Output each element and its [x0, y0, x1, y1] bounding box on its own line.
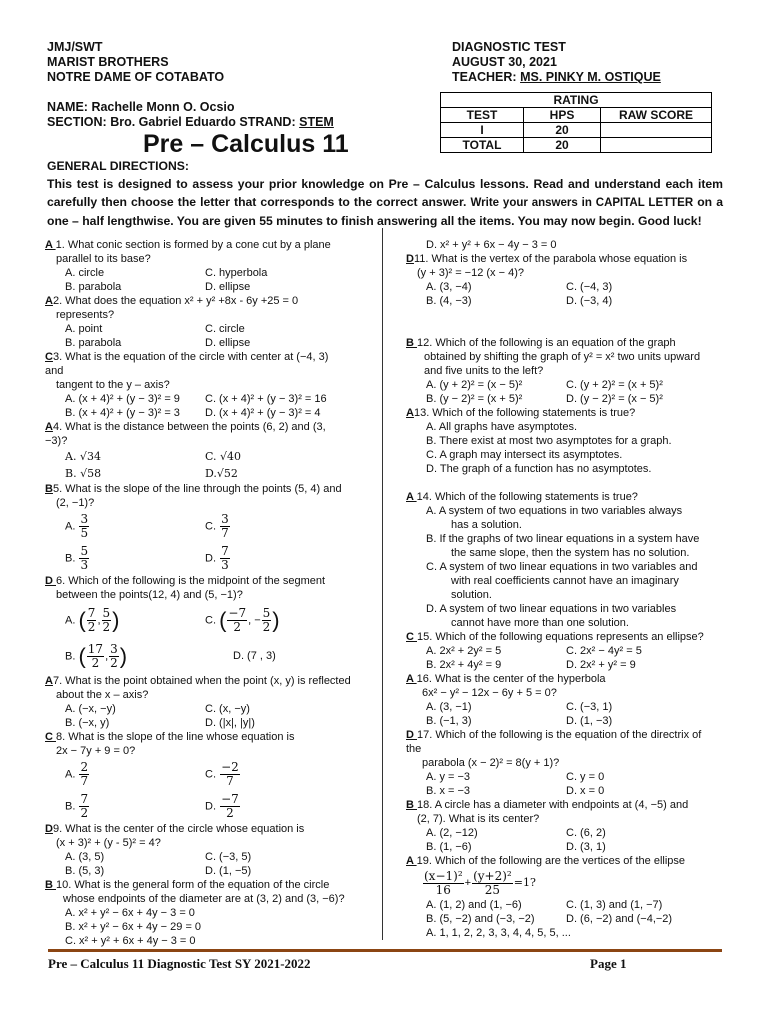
- option-c: C. y = 0: [566, 771, 605, 783]
- section-line: SECTION: Bro. Gabriel Eduardo STRAND: STEM: [47, 115, 334, 129]
- option-d: D.√52: [205, 466, 238, 480]
- option-d: D. $\frac{7}{3}$: [205, 543, 229, 572]
- option-d: D. 2x² + y² = 9: [566, 659, 636, 671]
- option-b: B. (x + 4)² + (y − 3)² = 3: [65, 407, 180, 419]
- option-a: A. ( $\frac{7}{2}$ , $\frac{5}{2}$ ): [65, 605, 120, 634]
- question-stem: 10. What is the general form of the equation of the circle: [56, 879, 330, 891]
- answer-mark: D: [406, 253, 414, 265]
- header-line: MARIST BROTHERS: [47, 55, 169, 69]
- option-a: A. x² + y² − 6x + 4y − 3 = 0: [65, 907, 195, 919]
- question-13: [406, 406, 726, 476]
- question-stem-cont: whose endpoints of the diameter are at (3, 2) and (3, −6)?: [63, 893, 345, 905]
- rating-header: HPS: [524, 108, 601, 123]
- question-stem-cont: parallel to its base?: [56, 253, 151, 265]
- answer-mark: C: [45, 731, 56, 743]
- teacher-line: TEACHER: MS. PINKY M. OSTIQUE: [452, 70, 661, 84]
- question-9: [45, 822, 380, 878]
- question-15: [406, 630, 726, 672]
- question-stem: 5. What is the slope of the line through the points (5, 4) and: [52, 483, 342, 495]
- option-a: A. (−x, −y): [65, 703, 116, 715]
- student-info: [47, 100, 334, 130]
- question-stem-cont: between the points(12, 4) and (5, −1)?: [56, 589, 243, 601]
- option-b: B. √58: [65, 466, 102, 480]
- option-b: B. $\frac{7}{2}$: [65, 791, 89, 820]
- question-14: [406, 490, 726, 630]
- option-c: C. (1, 3) and (1, −7): [566, 899, 663, 911]
- option-d: D. (1, −3): [566, 715, 613, 727]
- header-line: NOTRE DAME OF COTABATO: [47, 70, 225, 84]
- option-a: A. (y + 2)² = (x − 5)²: [426, 379, 523, 391]
- question-11: [406, 252, 726, 308]
- option-d: D. (−3, 4): [566, 295, 613, 307]
- option-c: C. circle: [205, 323, 245, 335]
- question-stem: 6. Which of the following is the midpoint of the segment: [56, 575, 326, 587]
- option-d: D. (y − 2)² = (x − 5)²: [566, 393, 663, 405]
- directions: [47, 157, 723, 230]
- question-4: [45, 420, 380, 482]
- answer-mark: D: [406, 729, 417, 741]
- rating-cell: TOTAL: [441, 138, 524, 153]
- question-7: [45, 674, 380, 730]
- option-d: D. (x + 4)² + (y − 3)² = 4: [205, 407, 321, 419]
- option-a: A. 2x² + 2y² = 5: [426, 645, 502, 657]
- ellipse-equation: $\frac{\text{(x−1)²}}{16}$ + $\frac{\text{(y+2)²}}{25}$ =1?: [424, 868, 536, 897]
- strand-value: STEM: [299, 115, 334, 129]
- answer-mark: A: [45, 239, 56, 251]
- option-a: A. A system of two equations in two variables always: [426, 505, 683, 517]
- question-12: [406, 336, 726, 406]
- footer-title: Pre – Calculus 11 Diagnostic Test SY 2021-2022: [48, 956, 311, 971]
- question-stem: 13. Which of the following statements is true?: [413, 407, 636, 419]
- option-c: C. ( $\frac{-7}{2}$ , − $\frac{5}{2}$ ): [205, 605, 280, 634]
- option-a: A. $\frac{3}{5}$: [65, 511, 89, 540]
- option-c: C. (−4, 3): [566, 281, 613, 293]
- question-stem: 3. What is the equation of the circle with center at (−4, 3): [52, 351, 329, 363]
- question-stem-cont: (x + 3)² + (y - 5)² = 4?: [56, 837, 161, 849]
- option-c: C. 2x² − 4y² = 5: [566, 645, 642, 657]
- page-number: Page 1: [590, 956, 627, 971]
- directions-text: This test is designed to assess your prior knowledge on Pre – Calculus lessons. Read and understand each item carefully then choose the letter that corresponds to the correct answer. Write your answers in CAPITAL LETTER on a one – half lengthwise. You are given 55 minutes to finish answering all the items. You may now begin. Good luck!: [47, 177, 723, 228]
- option-b: B. If the graphs of two linear equations in a system have: [426, 533, 700, 545]
- answer-mark: A: [406, 491, 417, 503]
- teacher-name: MS. PINKY M. OSTIQUE: [520, 70, 661, 84]
- question-stem-cont: tangent to the y – axis?: [56, 379, 170, 391]
- option-d: D. A system of two linear equations in two variables: [426, 603, 677, 615]
- option-d: D. (7 , 3): [233, 650, 276, 662]
- option-a: A. point: [65, 323, 103, 335]
- name-line: NAME: Rachelle Monn O. Ocsio: [47, 100, 235, 114]
- question-17: [406, 728, 726, 798]
- question-stem: 19. Which of the following are the vertices of the ellipse: [416, 855, 686, 867]
- option-d: D. $\frac{-7}{2}$: [205, 791, 239, 820]
- question-stem-cont: (2, −1)?: [56, 497, 95, 509]
- question-stem: 17. Which of the following is the equation of the directrix of: [417, 729, 702, 741]
- question-stem: 15. Which of the following equations represents an ellipse?: [417, 631, 704, 643]
- answer-mark: A: [45, 295, 53, 307]
- question-stem: 2. What does the equation x² + y² +8x - 6y +25 = 0: [52, 295, 299, 307]
- school-header: [47, 40, 224, 85]
- test-header: [452, 40, 661, 85]
- option-a: A. (3, −4): [426, 281, 472, 293]
- option-a: A. (3, −1): [426, 701, 472, 713]
- option-a-cont: has a solution.: [451, 519, 522, 531]
- option-c-cont: solution.: [451, 589, 492, 601]
- rating-cell: I: [441, 123, 524, 138]
- rating-cell: [601, 123, 712, 138]
- answer-mark: B: [406, 799, 417, 811]
- option-b: B. (−x, y): [65, 717, 110, 729]
- option-c: C. (x + 4)² + (y − 3)² = 16: [205, 393, 327, 405]
- option-b-cont: the same slope, then the system has no solution.: [451, 547, 690, 559]
- answer-mark: B: [406, 337, 417, 349]
- option-a: A. circle: [65, 267, 105, 279]
- question-5: [45, 482, 380, 574]
- question-stem: 18. A circle has a diameter with endpoints at (4, −5) and: [417, 799, 689, 811]
- option-b: B. ( $\frac{17}{2}$ , $\frac{3}{2}$ ): [65, 641, 128, 670]
- question-stem-cont: (y + 3)² = −12 (x − 4)?: [417, 267, 524, 279]
- question-18: [406, 798, 726, 854]
- header-line: AUGUST 30, 2021: [452, 55, 557, 69]
- question-19: [406, 854, 726, 926]
- option-a: A. 1, 1, 2, 2, 3, 3, 4, 4, 5, 5, ...: [426, 927, 571, 939]
- question-stem-cont: the: [406, 743, 422, 755]
- right-column: [406, 238, 726, 940]
- question-10: [45, 878, 380, 948]
- answer-mark: B: [45, 879, 56, 891]
- option-b: B. parabola: [65, 281, 122, 293]
- option-a: A. $\frac{2}{7}$: [65, 759, 89, 788]
- option-b: B. parabola: [65, 337, 122, 349]
- left-column: [45, 238, 380, 948]
- question-3: [45, 350, 380, 420]
- question-stem-cont: and five units to the left?: [424, 365, 544, 377]
- option-b: B. (y − 2)² = (x + 5)²: [426, 393, 523, 405]
- option-b: B. There exist at most two asymptotes for a graph.: [426, 435, 672, 447]
- option-c: C. (y + 2)² = (x + 5)²: [566, 379, 663, 391]
- header-line: JMJ/SWT: [47, 40, 103, 54]
- rating-header: TEST: [441, 108, 524, 123]
- answer-mark: C: [45, 351, 53, 363]
- option-c: C. A system of two linear equations in two variables and: [426, 561, 698, 573]
- column-divider: [382, 228, 383, 940]
- rating-cell: 20: [524, 138, 601, 153]
- header-line: DIAGNOSTIC TEST: [452, 40, 566, 54]
- option-c: C. (−3, 1): [566, 701, 613, 713]
- option-c: C. x² + y² + 6x + 4y − 3 = 0: [65, 935, 196, 947]
- option-d: D. x² + y² + 6x − 4y − 3 = 0: [426, 239, 557, 251]
- option-c: C. (6, 2): [566, 827, 606, 839]
- option-a: A. y = −3: [426, 771, 471, 783]
- option-b: B. (5, −2) and (−3, −2): [426, 913, 535, 925]
- question-stem-cont: represents?: [56, 309, 115, 321]
- page-title: Pre – Calculus 11: [143, 130, 349, 158]
- answer-mark: A: [406, 673, 417, 685]
- rating-title: RATING: [441, 93, 712, 108]
- option-c: C. hyperbola: [205, 267, 268, 279]
- question-stem-cont: and: [45, 365, 64, 377]
- option-d: D. (3, 1): [566, 841, 606, 853]
- option-a: A. √34: [65, 449, 101, 463]
- option-a: A. (2, −12): [426, 827, 478, 839]
- option-a: A. (1, 2) and (1, −6): [426, 899, 522, 911]
- question-stem: 8. What is the slope of the line whose equation is: [56, 731, 295, 743]
- option-d: D. (1, −5): [205, 865, 252, 877]
- option-d: D. The graph of a function has no asymptotes.: [426, 463, 652, 475]
- option-b: B. x² + y² − 6x + 4y − 29 = 0: [65, 921, 202, 933]
- answer-mark: A: [406, 407, 414, 419]
- answer-mark: D: [45, 823, 53, 835]
- option-d: D. ellipse: [205, 281, 251, 293]
- option-b: B. (−1, 3): [426, 715, 472, 727]
- option-c: C. A graph may intersect its asymptotes.: [426, 449, 623, 461]
- option-b: B. (5, 3): [65, 865, 105, 877]
- answer-mark: A: [45, 675, 53, 687]
- option-b: B. (1, −6): [426, 841, 472, 853]
- answer-mark: A: [45, 421, 53, 433]
- question-stem: 16. What is the center of the hyperbola: [416, 673, 606, 685]
- option-c: C. $\frac{3}{7}$: [205, 511, 229, 540]
- question-stem-cont: 2x − 7y + 9 = 0?: [56, 745, 136, 757]
- answer-mark: B: [45, 483, 53, 495]
- option-d: D. x = 0: [566, 785, 605, 797]
- question-stem: 7. What is the point obtained when the point (x, y) is reflected: [52, 675, 351, 687]
- option-b: B. $\frac{5}{3}$: [65, 543, 89, 572]
- directions-heading: GENERAL DIRECTIONS:: [47, 159, 189, 173]
- question-2: [45, 294, 380, 350]
- option-c: C. (x, −y): [205, 703, 250, 715]
- question-stem: 14. Which of the following statements is true?: [416, 491, 638, 503]
- question-1: [45, 238, 380, 294]
- option-b: B. 2x² + 4y² = 9: [426, 659, 502, 671]
- answer-mark: D: [45, 575, 56, 587]
- question-stem-cont: obtained by shifting the graph of y² = x² two units upward: [424, 351, 701, 363]
- option-a: A. (3, 5): [65, 851, 105, 863]
- option-c: C. (−3, 5): [205, 851, 252, 863]
- option-c-cont: with real coefficients cannot have an imaginary: [451, 575, 679, 587]
- question-stem-cont: −3)?: [45, 435, 68, 447]
- rating-header: RAW SCORE: [601, 108, 712, 123]
- option-b: B. x = −3: [426, 785, 471, 797]
- option-a: A. All graphs have asymptotes.: [426, 421, 578, 433]
- question-stem: 12. Which of the following is an equation of the graph: [417, 337, 676, 349]
- option-b: B. (4, −3): [426, 295, 472, 307]
- answer-mark: C: [406, 631, 417, 643]
- answer-mark: A: [406, 855, 417, 867]
- question-stem: 11. What is the vertex of the parabola whose equation is: [413, 253, 688, 265]
- question-stem-cont: (2, 7). What is its center?: [417, 813, 540, 825]
- question-stem: 4. What is the distance between the points (6, 2) and (3,: [52, 421, 326, 433]
- question-6: [45, 574, 380, 674]
- option-d: D. (|x|, |y|): [205, 717, 255, 729]
- rating-cell: [601, 138, 712, 153]
- option-c: C. $\frac{-2}{7}$: [205, 759, 239, 788]
- option-d-cont: cannot have more than one solution.: [451, 617, 629, 629]
- question-stem: 1. What conic section is formed by a cone cut by a plane: [55, 239, 331, 251]
- question-16: [406, 672, 726, 728]
- question-stem-cont: parabola (x − 2)² = 8(y + 1)?: [422, 757, 560, 769]
- footer-rule: [48, 949, 722, 952]
- question-stem-cont: about the x – axis?: [56, 689, 149, 701]
- option-d: D. (6, −2) and (−4,−2): [566, 913, 673, 925]
- option-d: D. ellipse: [205, 337, 251, 349]
- rating-cell: 20: [524, 123, 601, 138]
- question-stem-cont: 6x² − y² − 12x − 6y + 5 = 0?: [422, 687, 557, 699]
- option-c: C. √40: [205, 449, 242, 463]
- rating-table: [440, 92, 712, 153]
- option-a: A. (x + 4)² + (y − 3)² = 9: [65, 393, 180, 405]
- question-stem: 9. What is the center of the circle whose equation is: [52, 823, 305, 835]
- question-8: [45, 730, 380, 822]
